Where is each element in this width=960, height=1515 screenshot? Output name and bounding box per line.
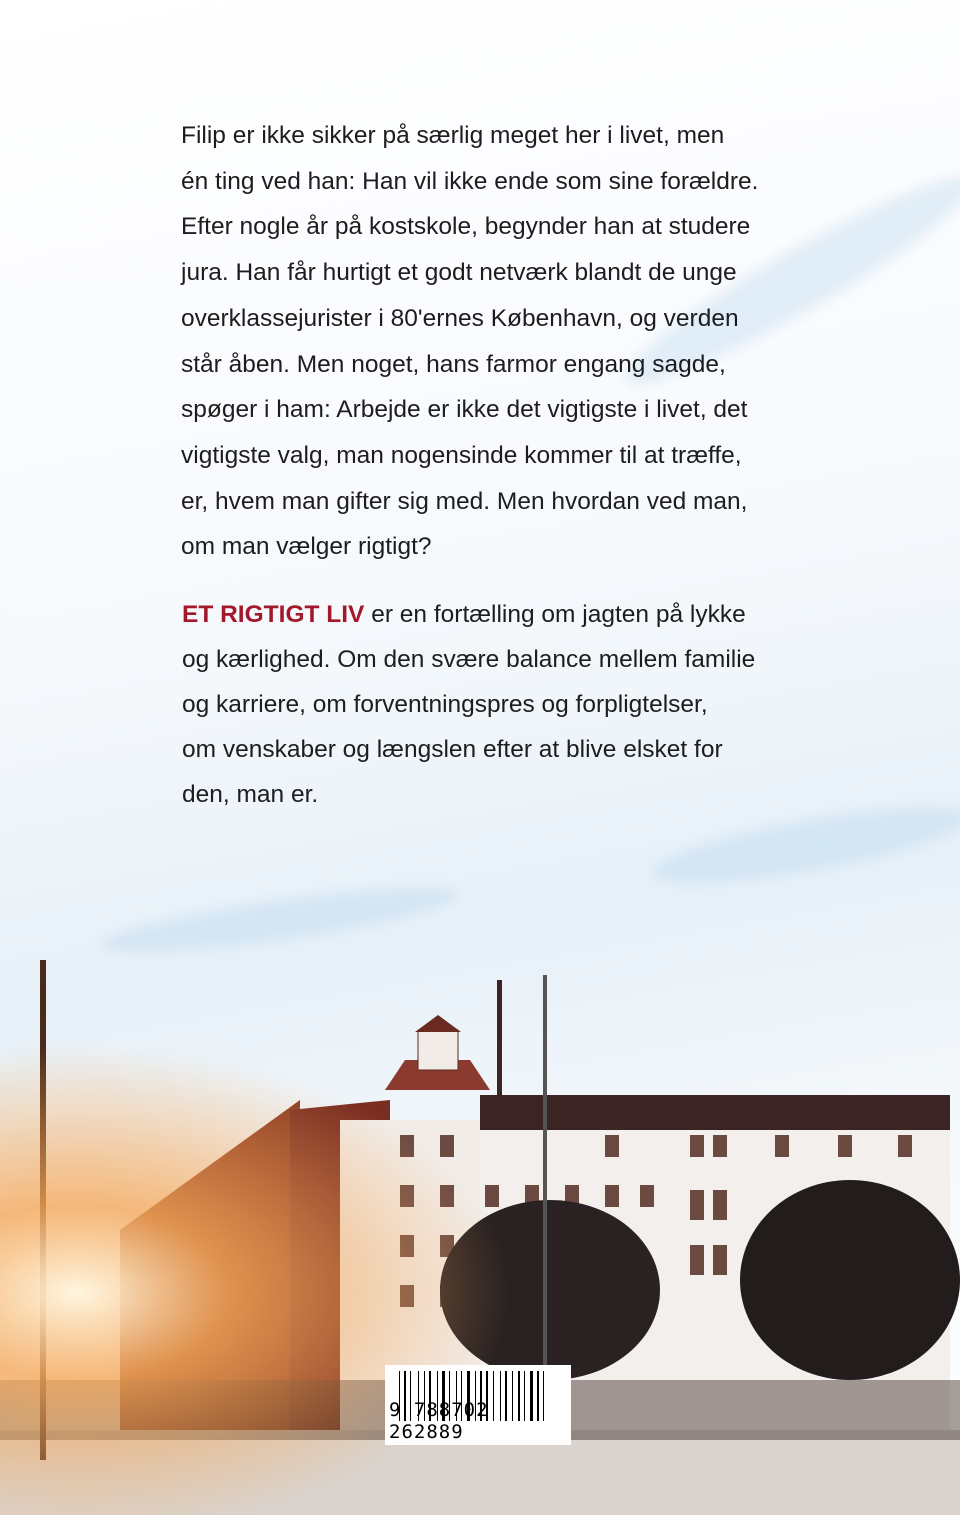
blurb-line: om man vælger rigtigt? [181,533,432,561]
blurb-line: er, hvem man gifter sig med. Men hvordan ved man, [181,487,748,515]
barcode [385,1365,571,1445]
blurb-line: jura. Han får hurtigt et godt netværk blandt de unge [181,259,737,287]
blurb-paragraph-1 [181,113,841,570]
blurb-text: er en fortælling om jagten på lykke [364,601,746,628]
blurb-line: den, man er. [182,781,319,808]
blurb-line: spøger i ham: Arbejde er ikke det vigtigste i livet, det [181,396,748,424]
blurb-line: Filip er ikke sikker på særlig meget her i livet, men [181,122,725,149]
blurb-line: og kærlighed. Om den svære balance mellem familie [182,646,756,673]
blurb-line: overklassejurister i 80'ernes København, og verden [181,304,739,332]
book-title: ET RIGTIGT LIV [182,601,365,628]
blurb-line: vigtigste valg, man nogensinde kommer til at træffe, [181,441,742,469]
sky-cloud [99,875,461,965]
blurb-paragraph-2 [182,592,842,817]
blurb-line [182,592,842,637]
blurb-line: om venskaber og længslen efter at blive elsket for [182,736,723,763]
isbn-number: 9 788702 262889 [389,1399,489,1443]
blurb-line: én ting ved han: Han vil ikke ende som sine forældre. [181,167,759,195]
blurb-line: står åben. Men noget, hans farmor engang sagde, [181,350,726,378]
blurb-line: Efter nogle år på kostskole, begynder han at studere [181,213,751,241]
blurb-line: og karriere, om forventningspres og forpligtelser, [182,691,708,718]
